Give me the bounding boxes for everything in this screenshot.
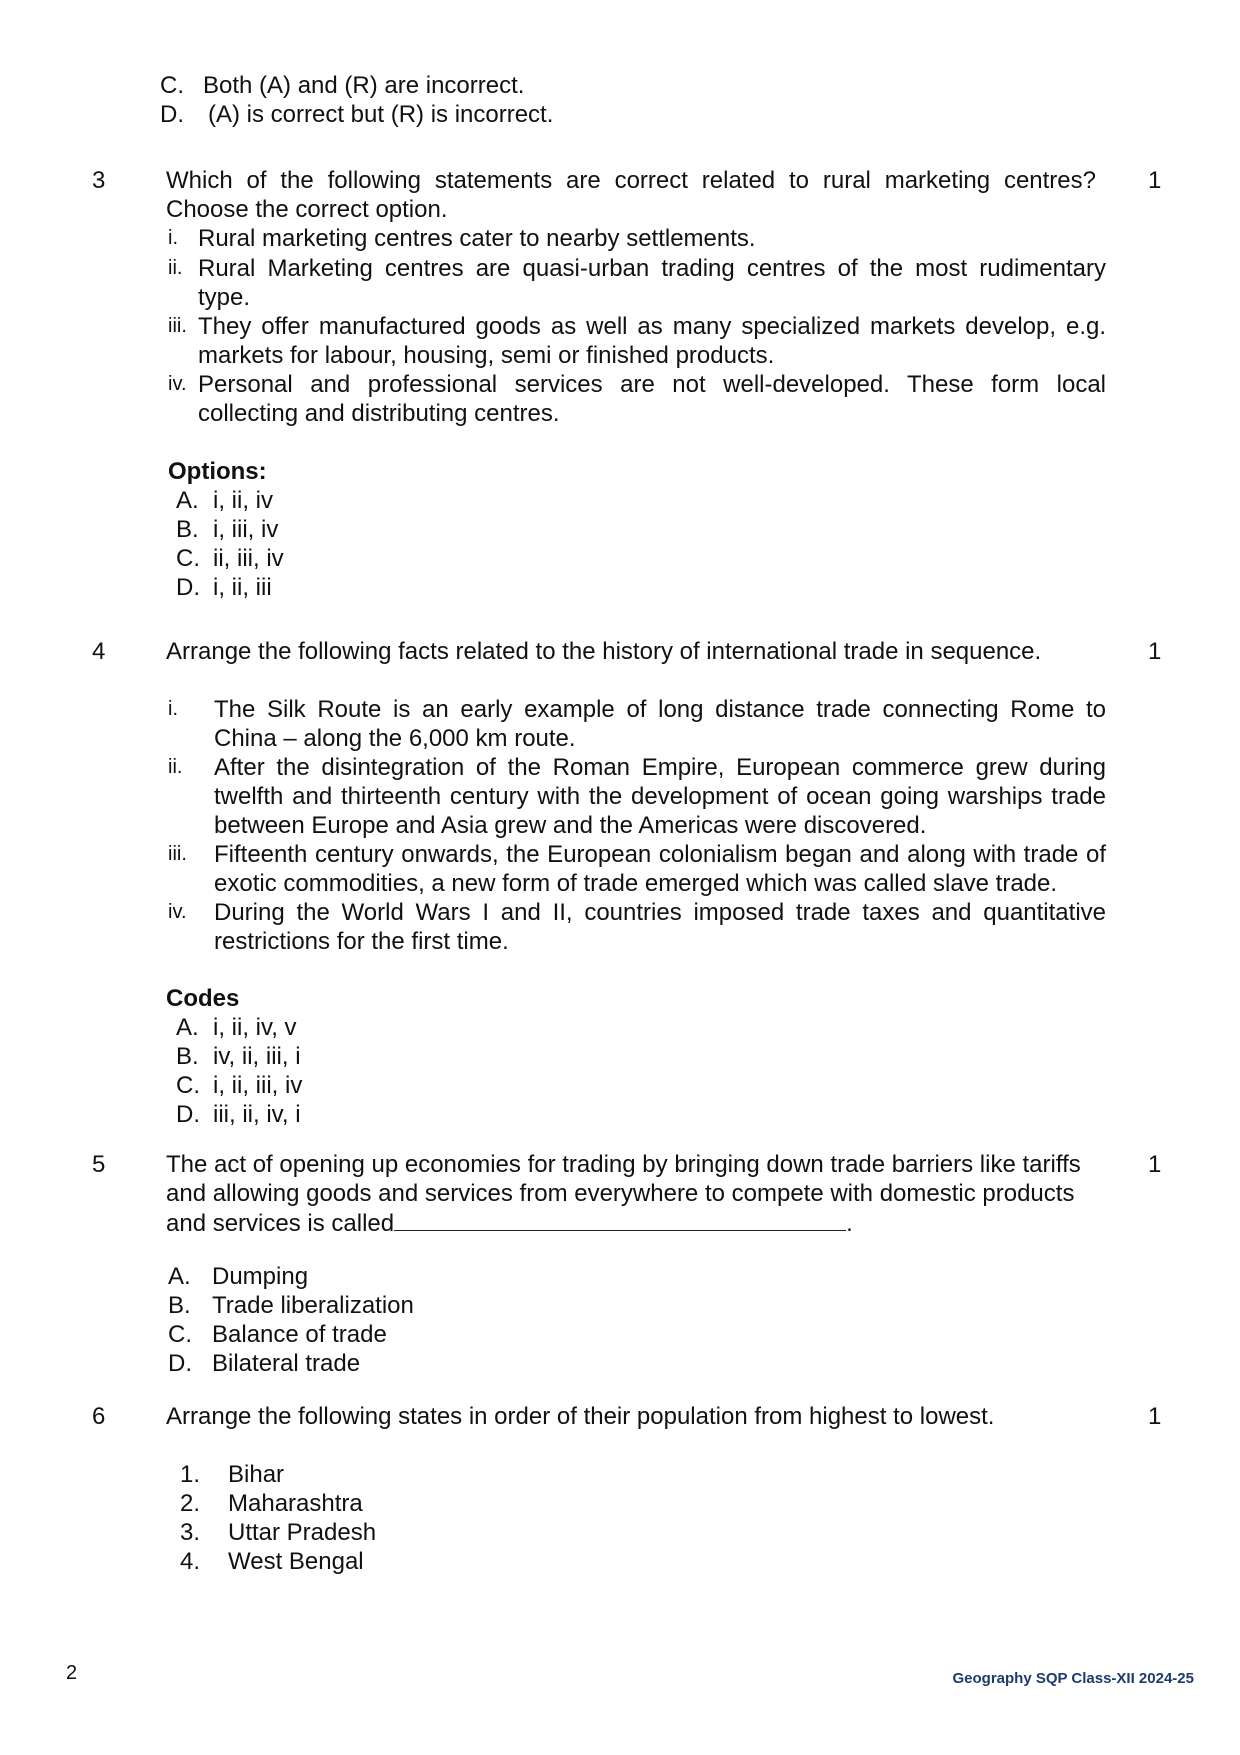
question-stem: Which of the following statements are correct related to rural marketing centres? Choose the correct option. — [166, 167, 1096, 223]
option-text: i, ii, iii — [213, 574, 272, 601]
fact-item — [168, 898, 1106, 956]
question-marks: 1 — [1148, 638, 1162, 665]
option-label: D. — [176, 574, 200, 601]
statement-text: Personal and professional services are not well-developed. These form local collecting and distributing centres. — [198, 371, 1106, 427]
question-stem: Arrange the following facts related to the history of international trade in sequence. — [166, 638, 1042, 665]
option-label: C. — [160, 72, 184, 99]
option-text: Bilateral trade — [212, 1350, 361, 1377]
fact-label: iii. — [168, 843, 187, 865]
statement-text: Rural Marketing centres are quasi-urban trading centres of the most rudimentary type. — [198, 255, 1106, 311]
list-text: West Bengal — [228, 1548, 364, 1575]
fill-in-blank — [394, 1208, 846, 1231]
question-number: 3 — [92, 167, 106, 194]
list-item — [180, 1489, 363, 1518]
codes-heading: Codes — [166, 985, 240, 1012]
code-option — [176, 1100, 301, 1129]
stem-text: The act of opening up economies for trading by bringing down trade barriers like tariffs and allowing goods and services from everywhere to compete with domestic products and services is called — [166, 1151, 1081, 1237]
option-text: i, iii, iv — [213, 516, 279, 543]
code-option — [176, 1071, 302, 1100]
option-label: B. — [168, 1292, 191, 1319]
list-text: Bihar — [228, 1461, 285, 1488]
question-marks: 1 — [1148, 167, 1162, 194]
list-number: 1. — [180, 1461, 201, 1488]
statement-label: i. — [168, 227, 178, 249]
answer-option — [168, 1349, 360, 1378]
option-text: Dumping — [212, 1263, 309, 1290]
answer-option — [176, 544, 284, 573]
question-number: 6 — [92, 1403, 106, 1430]
statement-item — [168, 224, 1106, 253]
fact-item — [168, 695, 1106, 753]
option-text: iv, ii, iii, i — [213, 1043, 301, 1070]
list-item — [180, 1460, 284, 1489]
question-marks: 1 — [1148, 1403, 1162, 1430]
answer-option — [168, 1291, 414, 1320]
fact-text: After the disintegration of the Roman Empire, European commerce grew during twelfth and thirteenth century with the development of ocean going warships trade between Europe and Asia grew and the Americas were discovered. — [214, 754, 1106, 839]
option-text: Balance of trade — [212, 1321, 387, 1348]
statement-item — [168, 312, 1106, 370]
option-text: iii, ii, iv, i — [213, 1101, 301, 1128]
answer-option — [176, 486, 273, 515]
options-heading: Options: — [168, 458, 267, 485]
list-number: 2. — [180, 1490, 201, 1517]
statement-text: Rural marketing centres cater to nearby settlements. — [198, 225, 756, 252]
list-text: Maharashtra — [228, 1490, 363, 1517]
question-stem: Arrange the following states in order of their population from highest to lowest. — [166, 1403, 995, 1430]
option-c-prev — [160, 71, 524, 100]
option-label: D. — [176, 1101, 200, 1128]
option-text: Trade liberalization — [212, 1292, 414, 1319]
answer-option — [176, 515, 278, 544]
code-option — [176, 1013, 297, 1042]
option-text: Both (A) and (R) are incorrect. — [203, 72, 525, 99]
option-label: D. — [168, 1350, 192, 1377]
fact-text: The Silk Route is an early example of long distance trade connecting Rome to China – along the 6,000 km route. — [214, 696, 1106, 752]
statement-item — [168, 370, 1106, 428]
fact-label: ii. — [168, 756, 183, 778]
option-label: A. — [168, 1263, 191, 1290]
option-label: D. — [160, 101, 184, 128]
statement-item — [168, 254, 1106, 312]
option-label: A. — [176, 1014, 199, 1041]
fact-item — [168, 840, 1106, 898]
option-label: C. — [176, 545, 200, 572]
option-label: C. — [168, 1321, 192, 1348]
answer-option — [168, 1320, 387, 1349]
list-item — [180, 1518, 376, 1547]
code-option — [176, 1042, 301, 1071]
option-text: i, ii, iv, v — [213, 1014, 297, 1041]
statement-label: iv. — [168, 373, 187, 395]
option-text: i, ii, iii, iv — [213, 1072, 303, 1099]
list-item — [180, 1547, 364, 1576]
option-text: ii, iii, iv — [213, 545, 284, 572]
fact-text: During the World Wars I and II, countries imposed trade taxes and quantitative restrictions for the first time. — [214, 899, 1106, 955]
footer-title: Geography SQP Class-XII 2024-25 — [952, 1670, 1194, 1687]
fact-text: Fifteenth century onwards, the European colonialism began and along with trade of exotic commodities, a new form of trade emerged which was called slave trade. — [214, 841, 1106, 897]
fact-label: i. — [168, 698, 178, 720]
list-text: Uttar Pradesh — [228, 1519, 377, 1546]
question-stem — [166, 1150, 1096, 1238]
option-text: i, ii, iv — [213, 487, 273, 514]
question-number: 5 — [92, 1151, 106, 1178]
answer-option — [168, 1262, 308, 1291]
statement-text: They offer manufactured goods as well as many specialized markets develop, e.g. markets for labour, housing, semi or finished products. — [198, 313, 1106, 369]
statement-label: ii. — [168, 257, 183, 279]
option-label: A. — [176, 487, 199, 514]
list-number: 3. — [180, 1519, 201, 1546]
option-label: C. — [176, 1072, 200, 1099]
option-label: B. — [176, 516, 199, 543]
option-text: (A) is correct but (R) is incorrect. — [208, 101, 554, 128]
fact-item — [168, 753, 1106, 840]
option-label: B. — [176, 1043, 199, 1070]
question-marks: 1 — [1148, 1151, 1162, 1178]
fact-label: iv. — [168, 901, 187, 923]
option-d-prev — [160, 100, 553, 129]
stem-end: . — [846, 1210, 853, 1237]
statement-label: iii. — [168, 315, 187, 337]
question-number: 4 — [92, 638, 106, 665]
answer-option — [176, 573, 272, 602]
page-number: 2 — [66, 1662, 78, 1684]
list-number: 4. — [180, 1548, 201, 1575]
